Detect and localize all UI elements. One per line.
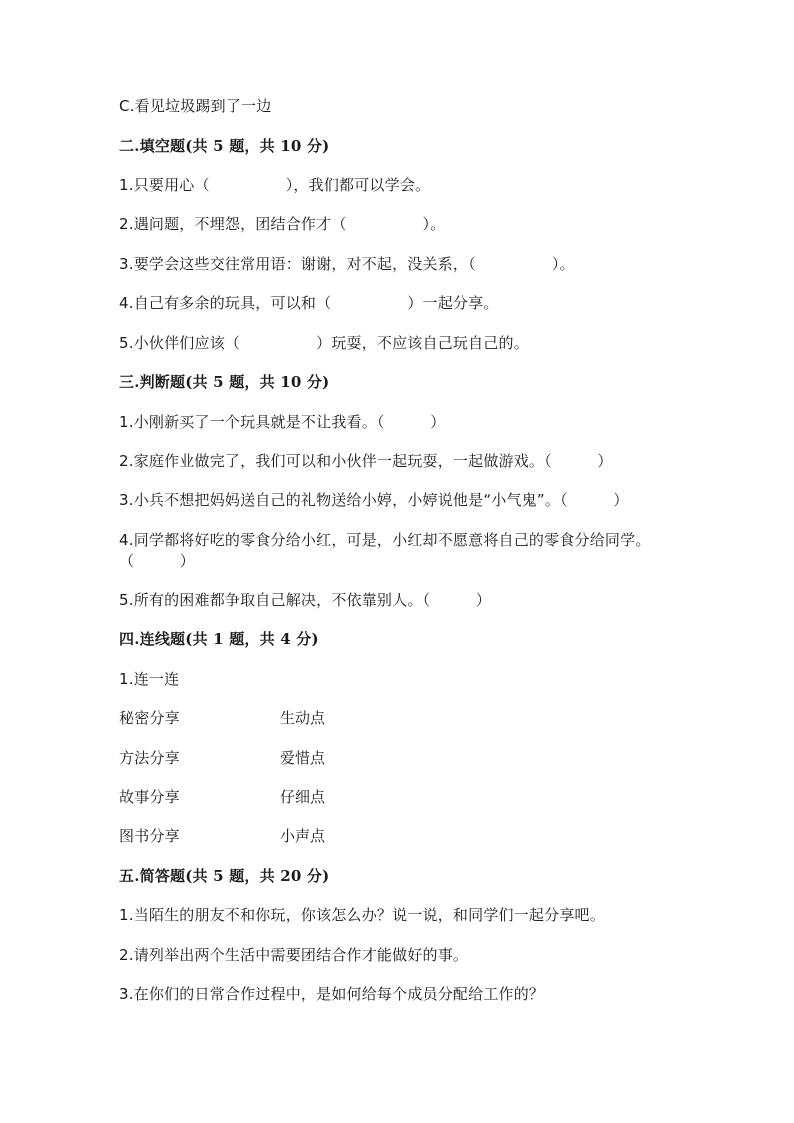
fill-blank-q3: 3.要学会这些交往常用语：谢谢，对不起，没关系，（ ）。 xyxy=(119,255,575,273)
matching-question: 1.连一连 xyxy=(119,670,180,688)
true-false-q4: 4.同学都将好吃的零食分给小红，可是，小红却不愿意将自己的零食分给同学。（ ） xyxy=(119,531,651,570)
matching-left-item: 秘密分享 xyxy=(119,709,180,727)
matching-right-item: 生动点 xyxy=(280,709,326,727)
true-false-q2: 2.家庭作业做完了，我们可以和小伙伴一起玩耍，一起做游戏。（ ） xyxy=(119,452,613,470)
fill-blank-q1: 1.只要用心（ ），我们都可以学会。 xyxy=(119,176,431,194)
true-false-q1: 1.小刚新买了一个玩具就是不让我看。（ ） xyxy=(119,413,446,431)
true-false-q5: 5.所有的困难都争取自己解决，不依靠别人。（ ） xyxy=(119,591,492,609)
matching-right-item: 仔细点 xyxy=(280,788,326,806)
fill-blank-q4: 4.自己有多余的玩具，可以和（ ）一起分享。 xyxy=(119,294,499,312)
true-false-q3: 3.小兵不想把妈妈送自己的礼物送给小婷，小婷说他是“小气鬼”。（ ） xyxy=(119,491,629,509)
section-heading-short-answer: 五.简答题(共 5 题，共 20 分) xyxy=(119,867,330,885)
section-heading-matching: 四.连线题(共 1 题，共 4 分) xyxy=(119,630,319,648)
section-heading-fill-blank: 二.填空题(共 5 题，共 10 分) xyxy=(119,137,330,155)
short-answer-q3: 3.在你们的日常合作过程中，是如何给每个成员分配给工作的？ xyxy=(119,985,545,1003)
fill-blank-q5: 5.小伙伴们应该（ ）玩耍，不应该自己玩自己的。 xyxy=(119,334,529,352)
section-heading-true-false: 三.判断题(共 5 题，共 10 分) xyxy=(119,373,330,391)
matching-right-item: 小声点 xyxy=(280,827,326,845)
short-answer-q2: 2.请列举出两个生活中需要团结合作才能做好的事。 xyxy=(119,946,469,964)
matching-left-item: 方法分享 xyxy=(119,749,180,767)
matching-left-item: 图书分享 xyxy=(119,827,180,845)
fill-blank-q2: 2.遇问题，不埋怨，团结合作才（ ）。 xyxy=(119,215,446,233)
matching-left-item: 故事分享 xyxy=(119,788,180,806)
short-answer-q1: 1.当陌生的朋友不和你玩，你该怎么办？说一说，和同学们一起分享吧。 xyxy=(119,906,605,924)
matching-right-item: 爱惜点 xyxy=(280,749,326,767)
option-c: C.看见垃圾踢到了一边 xyxy=(119,97,272,115)
